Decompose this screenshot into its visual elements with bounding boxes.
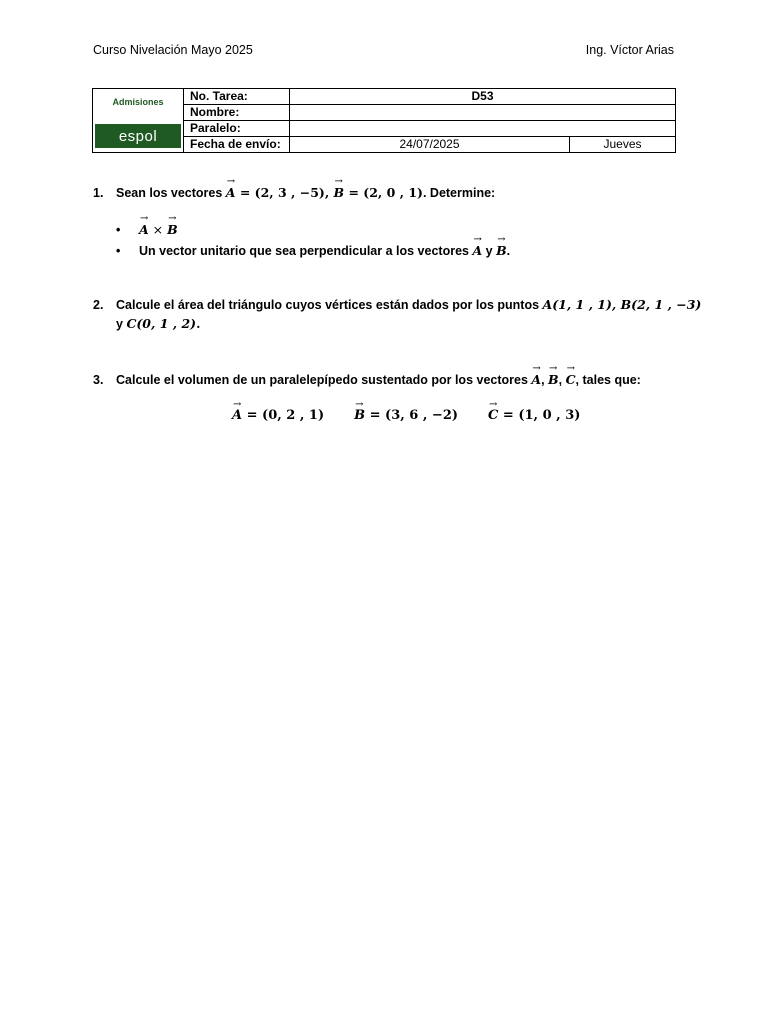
question-2: 2. Calcule el área del triángulo cuyos vértices están dados por los puntos A(1, 1 , 1), B(2, 1 , −3) [93,297,702,312]
q1-bullet-2: • Un vector unitario que sea perpendicular a los vectores → A y → B. [116,243,510,258]
course-title: Curso Nivelación Mayo 2025 [93,43,253,57]
logo-cell [93,89,184,153]
question-3: 3. Calcule el volumen de un paralelepípedo sustentado por los vectores → A, → B, → C, tales que: [93,372,641,387]
assignment-info-table [92,88,676,153]
vector-equations: → A = (0, 2 , 1)→ B = (3, 6 , −2)→ C = (1, 0 , 3) [232,407,580,423]
vector-b: → B [334,185,345,200]
tarea-label: No. Tarea: [184,89,290,105]
espol-logo: espol [95,124,181,148]
nombre-label: Nombre: [184,105,290,121]
nombre-field[interactable] [290,105,676,121]
q1-bullet-1: •→ A × → B [116,222,178,237]
question-1: 1. Sean los vectores → A = (2, 3 , −5), → B = (2, 0 , 1). Determine: [93,185,495,200]
vector-a: → A [226,185,236,200]
question-2-cont: y C(0, 1 , 2). [116,316,201,331]
fecha-value: 24/07/2025 [290,137,570,153]
admisiones-label: Admisiones [112,97,164,107]
dia-value: Jueves [570,137,676,153]
paralelo-field[interactable] [290,121,676,137]
paralelo-label: Paralelo: [184,121,290,137]
instructor-name: Ing. Víctor Arias [585,43,674,57]
fecha-label: Fecha de envío: [184,137,290,153]
tarea-value: D53 [290,89,676,105]
